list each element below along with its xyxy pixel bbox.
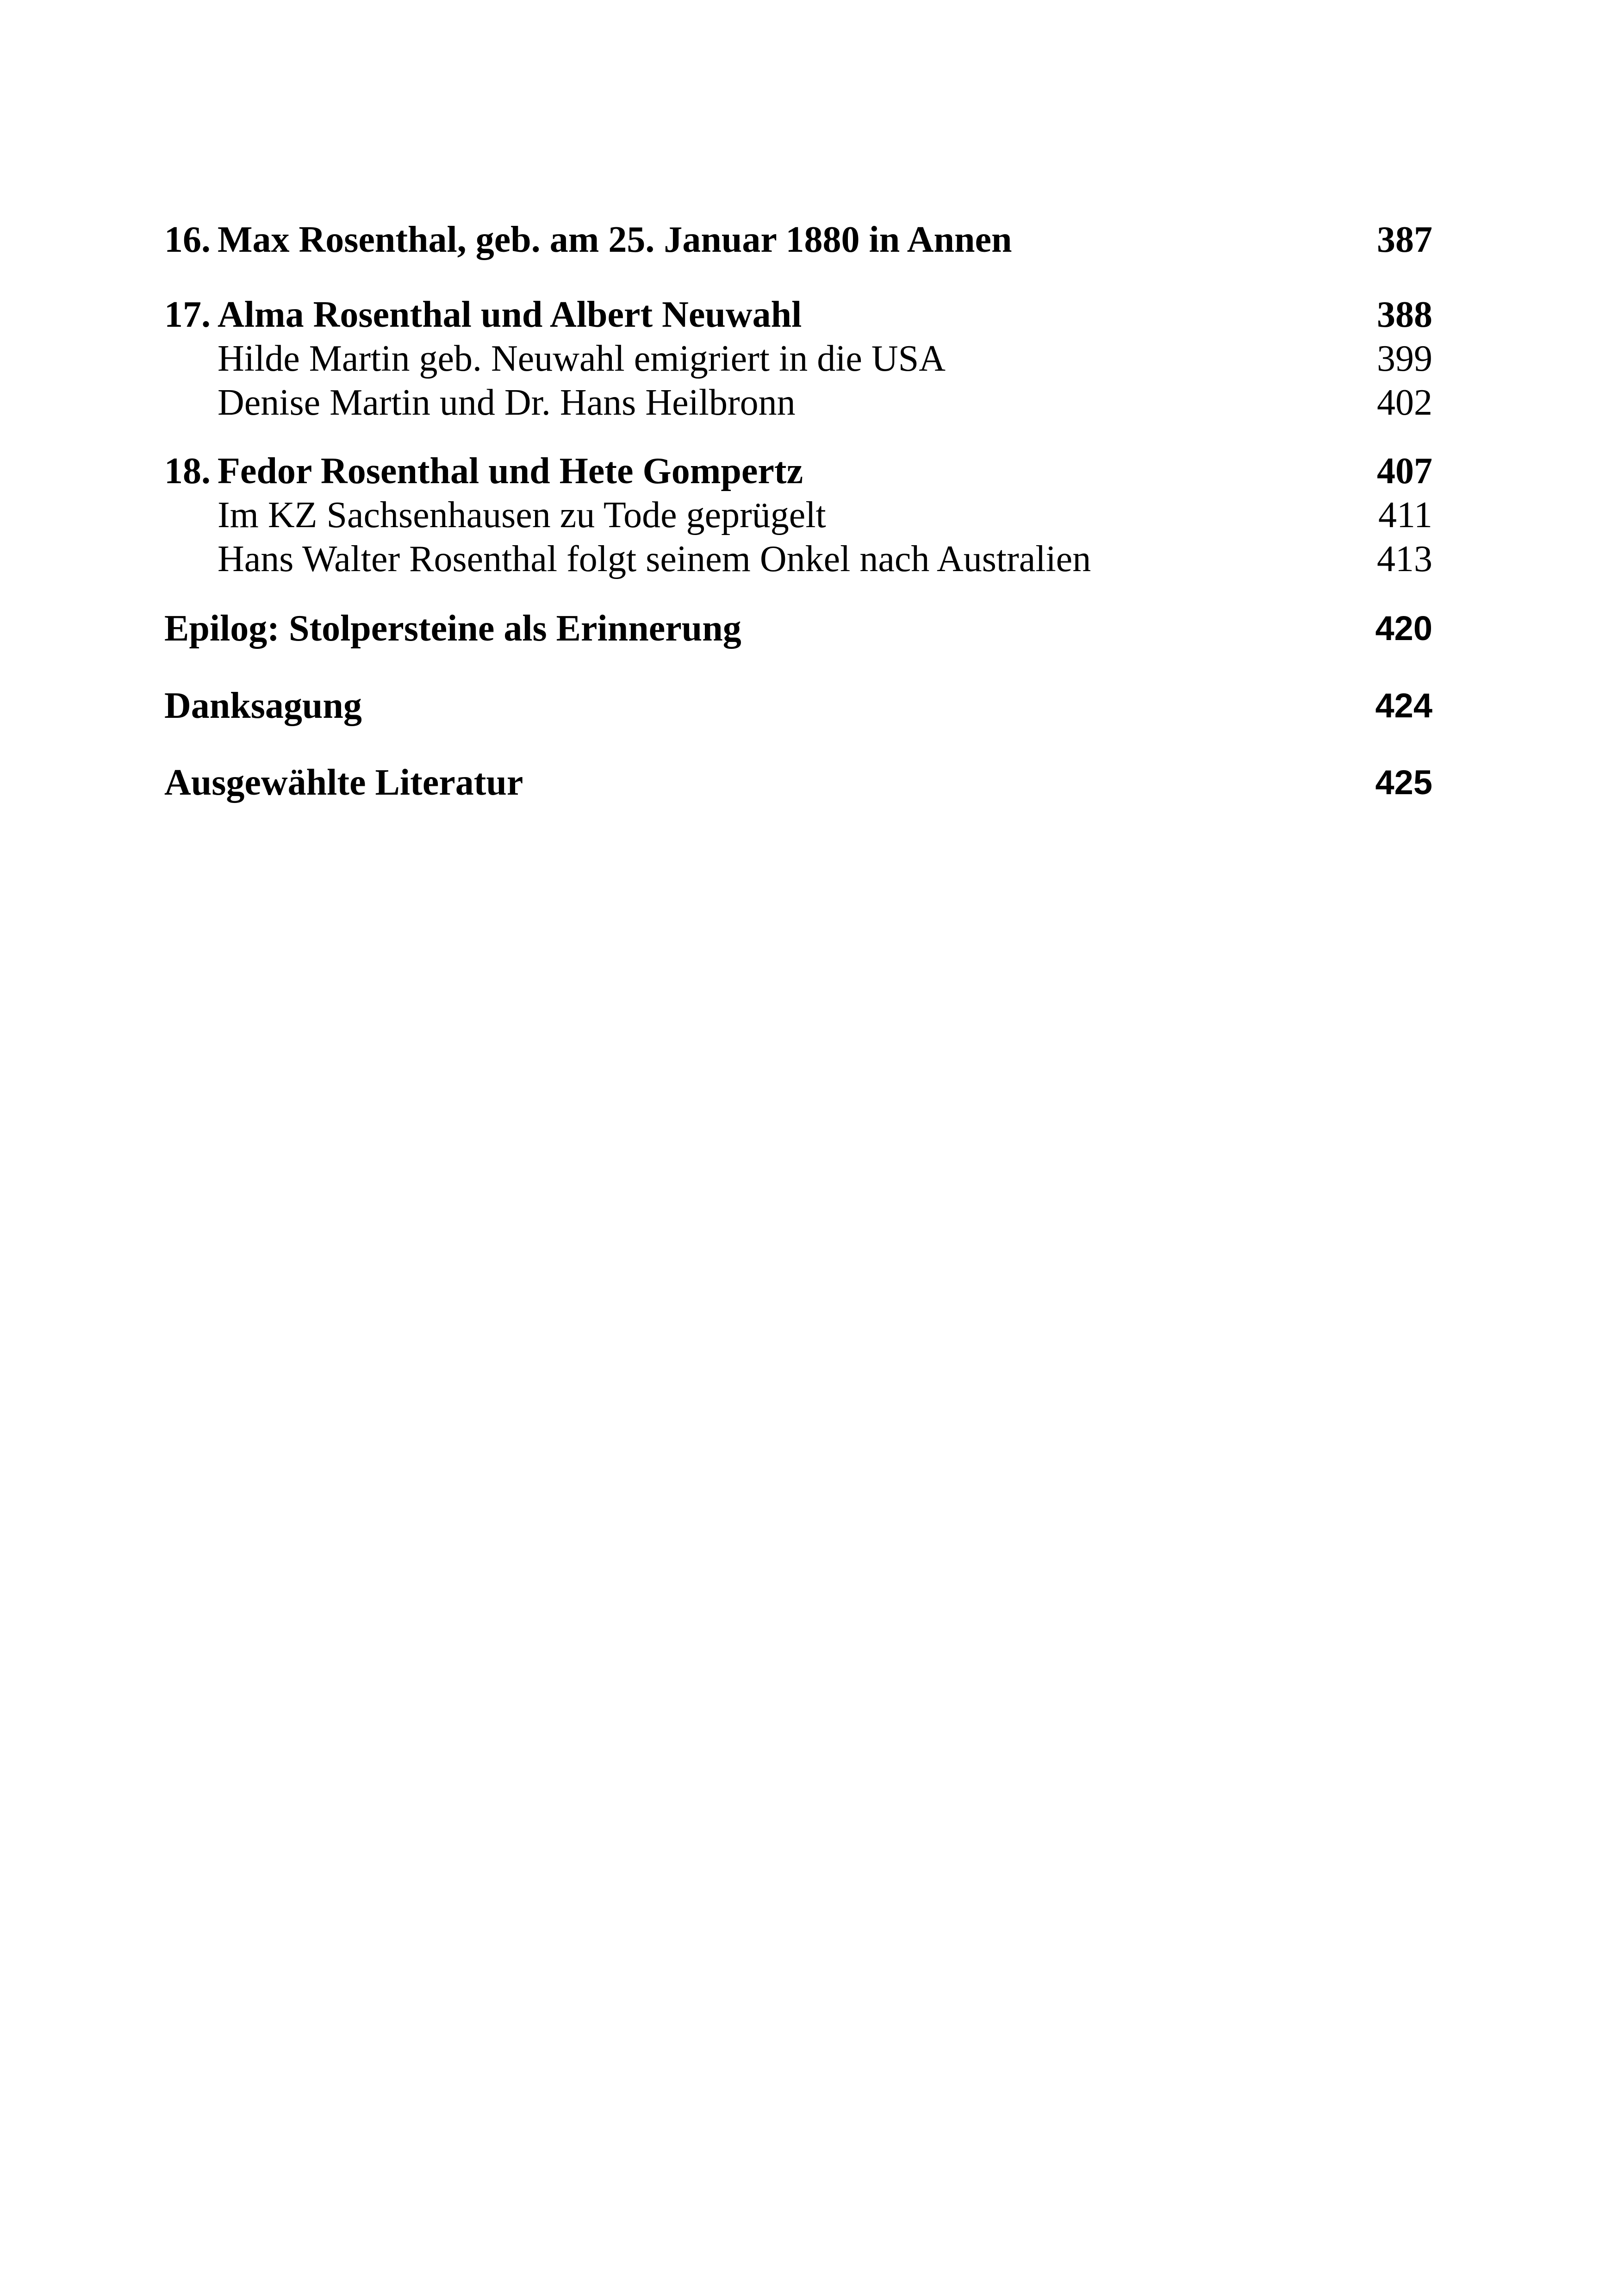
toc-entry-subsection[interactable] bbox=[164, 537, 1432, 581]
chapter-title: Fedor Rosenthal und Hete Gompertz bbox=[218, 451, 803, 492]
toc-entry-chapter-16[interactable] bbox=[164, 218, 1432, 262]
subsection-title: Hilde Martin geb. Neuwahl emigriert in die USA bbox=[218, 338, 946, 379]
page-number: 407 bbox=[1377, 451, 1432, 492]
page-number: 411 bbox=[1378, 495, 1432, 535]
page-number: 413 bbox=[1377, 539, 1432, 579]
page-number: 388 bbox=[1377, 294, 1432, 335]
chapter-title: Alma Rosenthal und Albert Neuwahl bbox=[218, 294, 802, 335]
page-number: 399 bbox=[1377, 338, 1432, 379]
toc-entry-epilog[interactable] bbox=[164, 606, 1432, 651]
chapter-number: 17. bbox=[164, 294, 211, 335]
section-title: Ausgewählte Literatur bbox=[164, 762, 523, 803]
toc-entry-subsection[interactable] bbox=[164, 380, 1432, 425]
toc-entry-subsection[interactable] bbox=[164, 336, 1432, 381]
table-of-contents bbox=[164, 0, 1432, 833]
section-title: Epilog: Stolpersteine als Erinnerung bbox=[164, 608, 741, 649]
page-number: 420 bbox=[1375, 609, 1432, 647]
toc-entry-danksagung[interactable] bbox=[164, 684, 1432, 728]
section-title: Danksagung bbox=[164, 685, 362, 726]
subsection-title: Im KZ Sachsenhausen zu Tode geprügelt bbox=[218, 495, 826, 535]
page-number: 387 bbox=[1377, 219, 1432, 260]
toc-entry-literatur[interactable] bbox=[164, 760, 1432, 805]
toc-entry-subsection[interactable] bbox=[164, 493, 1432, 537]
toc-entry-chapter-17[interactable] bbox=[164, 292, 1432, 337]
subsection-title: Hans Walter Rosenthal folgt seinem Onkel nach Australien bbox=[218, 539, 1091, 579]
page-number: 402 bbox=[1377, 382, 1432, 423]
subsection-title: Denise Martin und Dr. Hans Heilbronn bbox=[218, 382, 796, 423]
chapter-title: Max Rosenthal, geb. am 25. Januar 1880 in Annen bbox=[218, 219, 1012, 260]
toc-entry-chapter-18[interactable] bbox=[164, 449, 1432, 493]
chapter-number: 18. bbox=[164, 451, 211, 492]
page-number: 424 bbox=[1375, 686, 1432, 725]
chapter-number: 16. bbox=[164, 219, 211, 260]
page-number: 425 bbox=[1375, 763, 1432, 802]
